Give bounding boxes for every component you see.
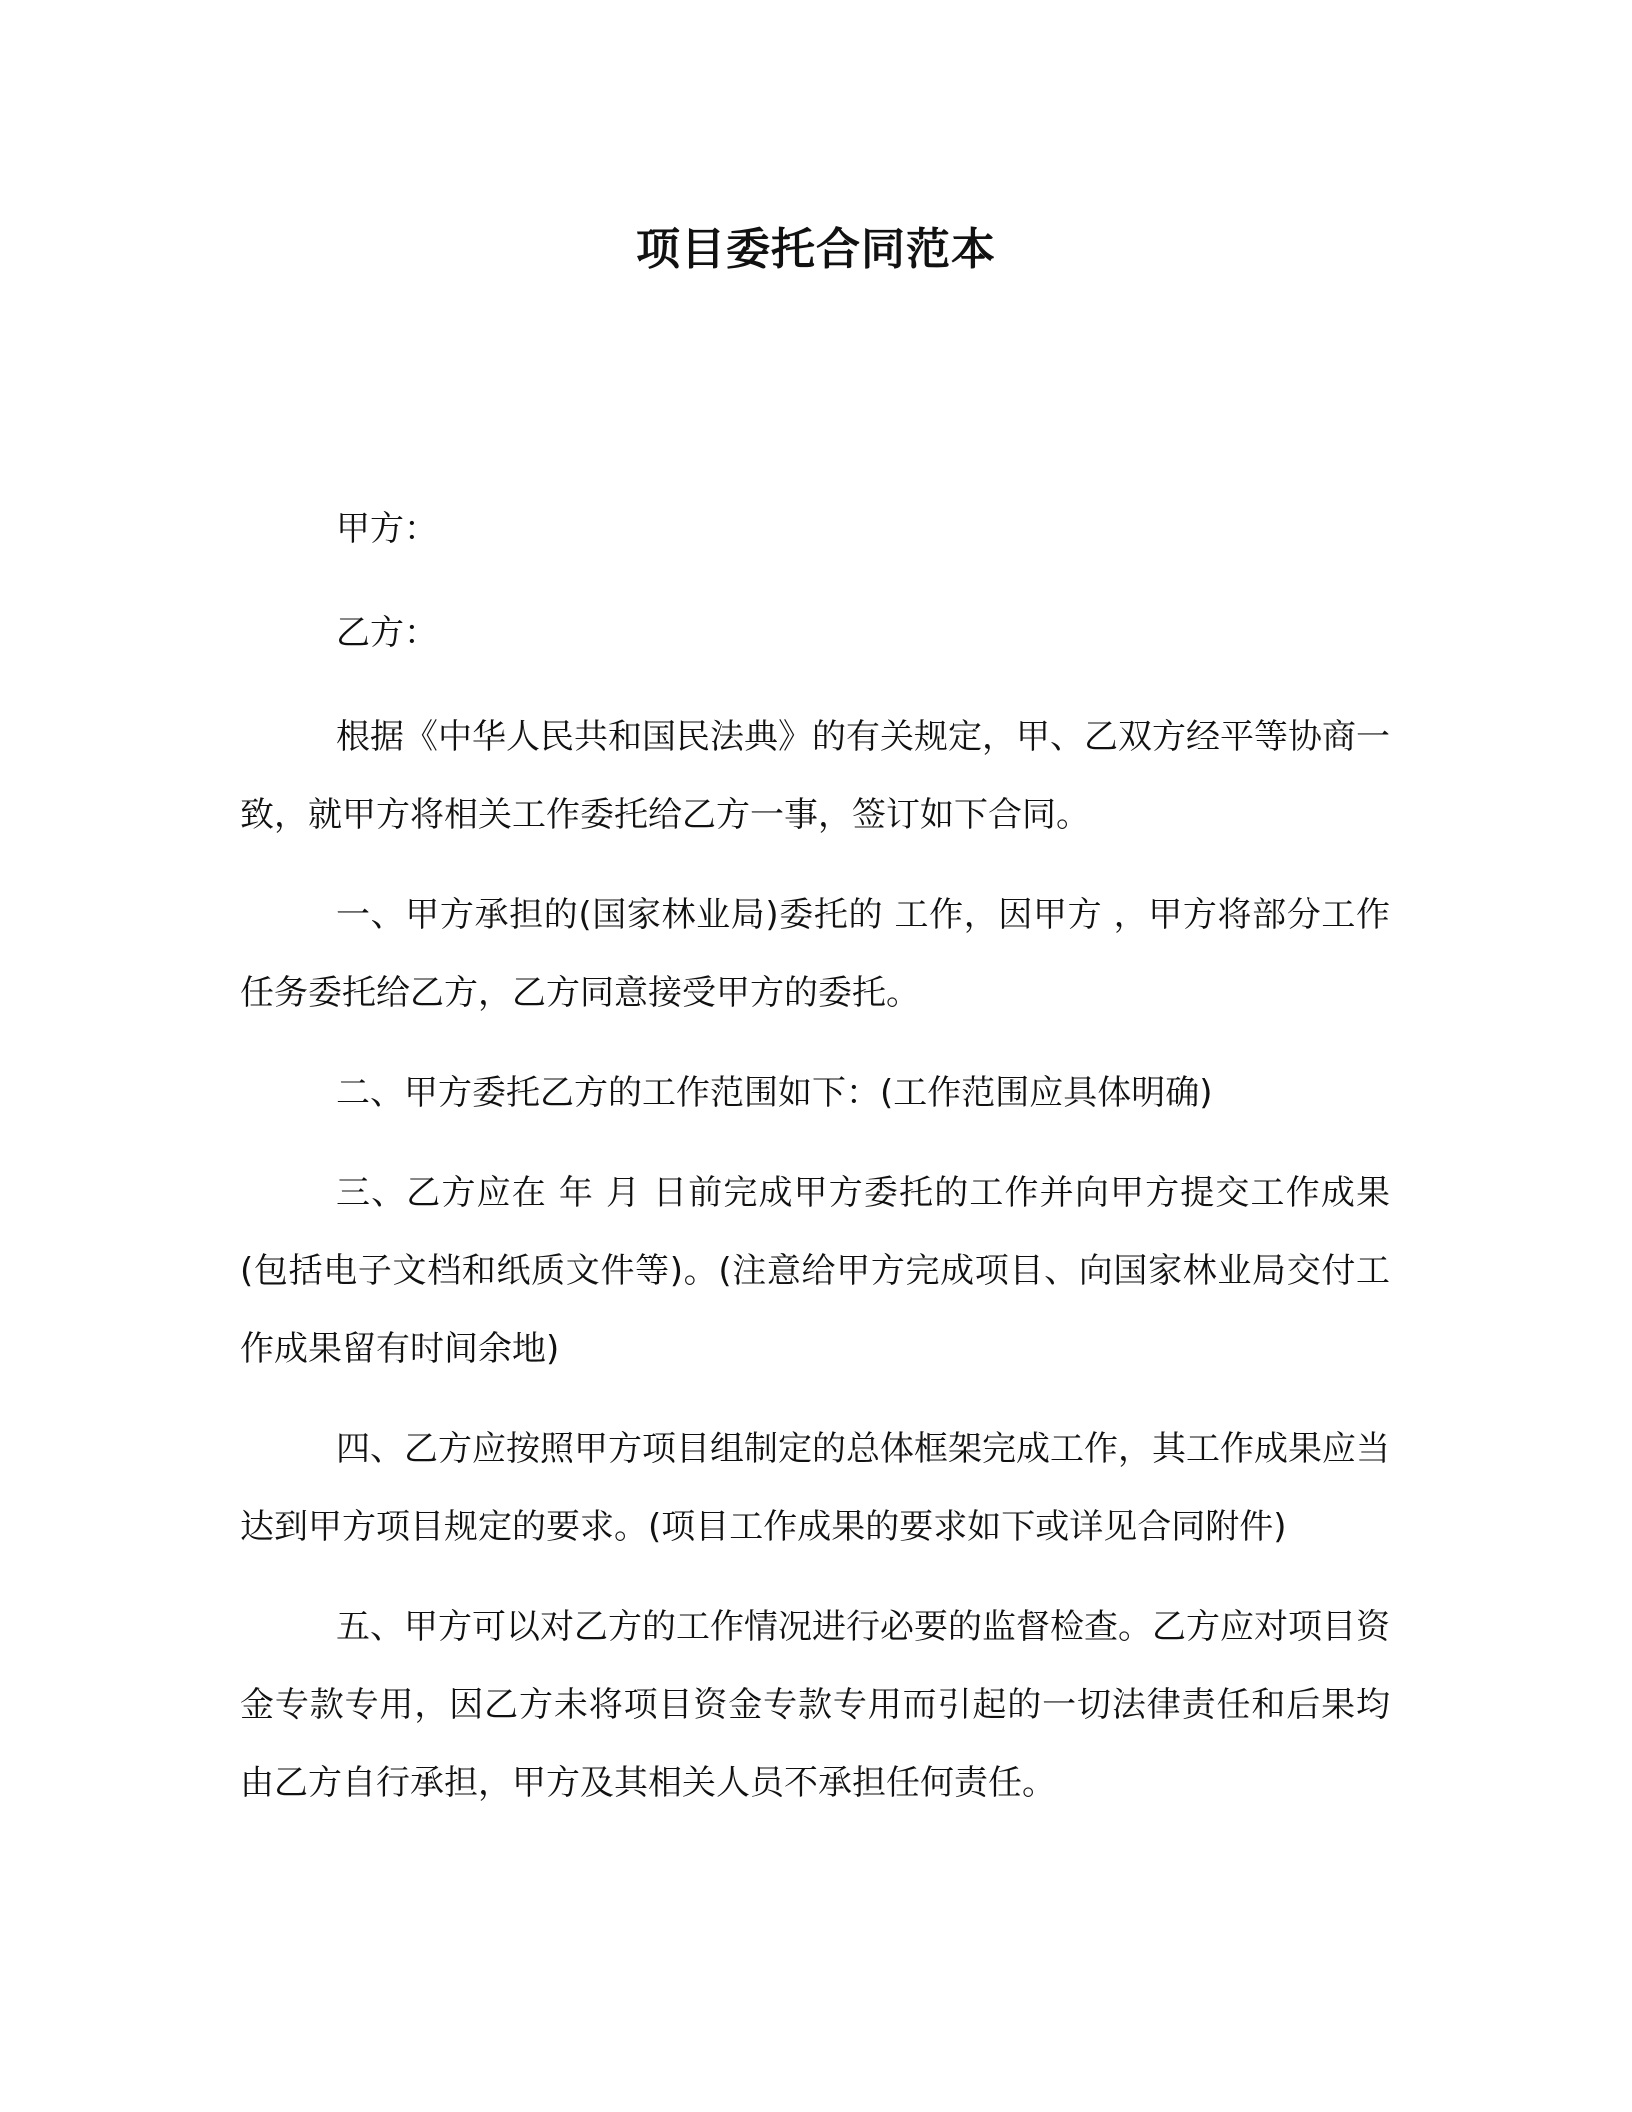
- clause-1-paragraph: 一、甲方承担的(国家林业局)委托的 工作，因甲方 ，甲方将部分工作任务委托给乙方，乙方同意接受甲方的委托。: [240, 895, 1390, 1013]
- party-a-line: 甲方：: [336, 509, 438, 549]
- document-title: 项目委托合同范本: [636, 224, 996, 275]
- document-body: [240, 490, 1390, 1844]
- intro-paragraph: 根据《中华人民共和国民法典》的有关规定，甲、乙双方经平等协商一致，就甲方将相关工作委托给乙方一事，签订如下合同。: [240, 717, 1390, 835]
- clause-3-paragraph: 三、乙方应在 年 月 日前完成甲方委托的工作并向甲方提交工作成果(包括电子文档和纸质文件等)。(注意给甲方完成项目、向国家林业局交付工作成果留有时间余地): [240, 1173, 1390, 1369]
- clause-4-paragraph: 四、乙方应按照甲方项目组制定的总体框架完成工作，其工作成果应当达到甲方项目规定的要求。(项目工作成果的要求如下或详见合同附件): [240, 1429, 1390, 1547]
- party-b-line: 乙方：: [336, 613, 438, 653]
- clause-5-paragraph: 五、甲方可以对乙方的工作情况进行必要的监督检查。乙方应对项目资金专款专用，因乙方未将项目资金专款专用而引起的一切法律责任和后果均由乙方自行承担，甲方及其相关人员不承担任何责任。: [240, 1607, 1390, 1803]
- clause-2-paragraph: 二、甲方委托乙方的工作范围如下：(工作范围应具体明确): [336, 1073, 1213, 1113]
